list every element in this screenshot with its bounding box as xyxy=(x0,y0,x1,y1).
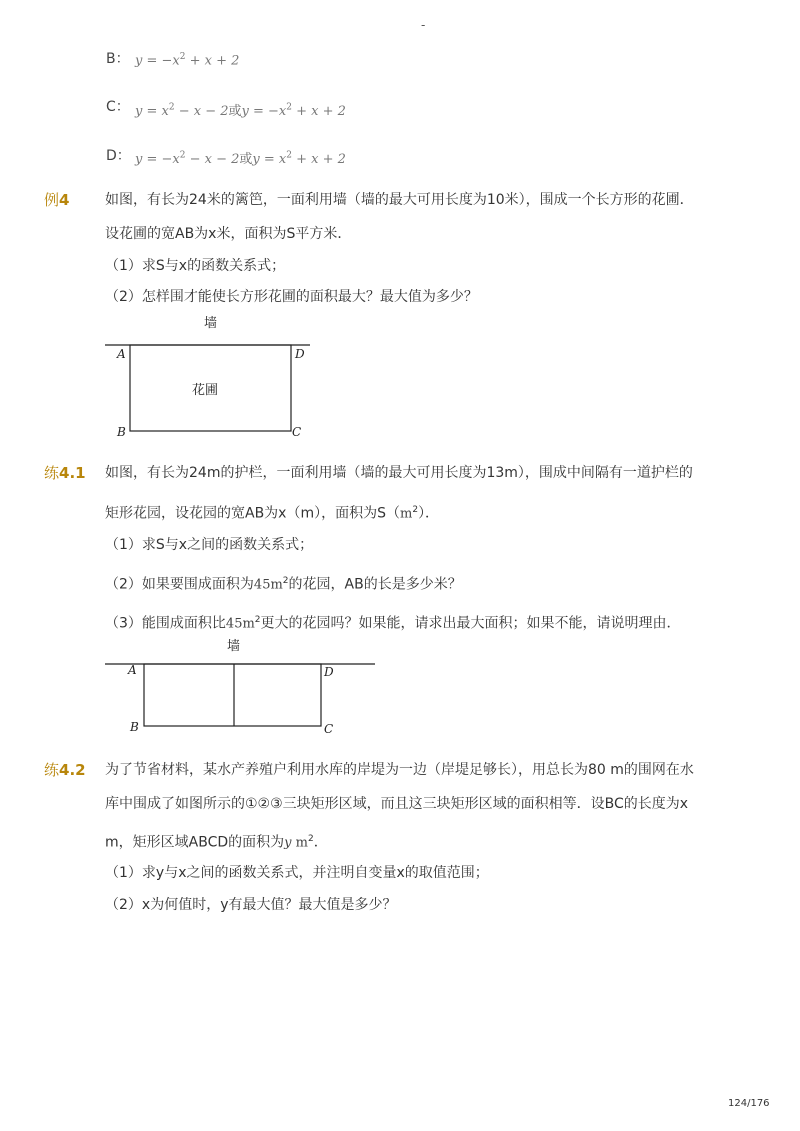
example-4-label: 例4 xyxy=(44,191,70,209)
exercise-4-2-line-3: m，矩形区域ABCD的面积为y $m^2$． xyxy=(105,834,328,851)
figure-2-diagram xyxy=(100,656,380,736)
exercise-4-1-question-1: （1）求S与x之间的函数关系式； xyxy=(105,537,314,553)
figure-2-label-c: C xyxy=(324,722,334,736)
option-d-formula: $y = -x^2 - x - 2$或$y = x^2 + x + 2$ xyxy=(135,150,346,167)
figure-1-label-d: D xyxy=(295,347,305,361)
example-4-line-1: 如图，有长为24米的篱笆，一面利用墙（墙的最大可用长度为10米），围成一个长方形的花圃． xyxy=(105,192,694,208)
option-b-formula: $y = -x^2 + x + 2$ xyxy=(135,52,240,69)
figure-1-wall-label: 墙 xyxy=(204,316,218,331)
figure-2-label-b: B xyxy=(130,720,139,734)
option-c-label: C： xyxy=(106,99,130,115)
exercise-4-2-label: 练4.2 xyxy=(44,761,86,779)
header-mark: - xyxy=(421,18,426,32)
exercise-4-1-line-1: 如图，有长为24m的护栏，一面利用墙（墙的最大可用长度为13m），围成中间隔有一道护栏的 xyxy=(105,465,693,481)
figure-1-garden-label: 花圃 xyxy=(192,383,219,398)
figure-2-fence-rect xyxy=(144,664,321,726)
option-c-formula: $y = x^2 - x - 2$或$y = -x^2 + x + 2$ xyxy=(135,102,346,119)
exercise-4-1-label: 练4.1 xyxy=(44,464,86,482)
figure-1-label-a: A xyxy=(117,347,126,361)
figure-1-label-c: C xyxy=(292,425,302,439)
exercise-4-2-question-1: （1）求y与x之间的函数关系式，并注明自变量x的取值范围； xyxy=(105,865,489,881)
option-d-label: D： xyxy=(106,148,131,164)
exercise-4-2-line-2: 库中围成了如图所示的①②③三块矩形区域，而且这三块矩形区域的面积相等．设BC的长度为x xyxy=(105,796,689,812)
exercise-4-1-line-2: 矩形花园，设花园的宽AB为x（m），面积为$S(m^2)$． xyxy=(105,505,440,522)
figure-2-wall-label: 墙 xyxy=(227,639,241,654)
option-b-label: B： xyxy=(106,51,130,67)
example-4-question-1: （1）求S与x的函数关系式； xyxy=(105,258,286,274)
exercise-4-1-question-3: （3）能围成面积比$45m^2$更大的花园吗？如果能，请求出最大面积；如果不能，请说明理由． xyxy=(105,615,681,632)
page-number: 124/176 xyxy=(728,1098,770,1109)
example-4-line-2: 设花圃的宽AB为x米，面积为S平方米． xyxy=(105,226,352,242)
figure-1-label-b: B xyxy=(117,425,126,439)
exercise-4-2-question-2: （2）x为何值时，y有最大值？最大值是多少？ xyxy=(105,897,397,913)
exercise-4-1-question-2: （2）如果要围成面积为$45m^2$的花园，AB的长是多少米？ xyxy=(105,576,462,593)
figure-2-label-d: D xyxy=(324,665,334,679)
figure-2-label-a: A xyxy=(128,663,137,677)
exercise-4-2-line-1: 为了节省材料，某水产养殖户利用水库的岸堤为一边（岸堤足够长），用总长为80 m的围网在水 xyxy=(105,762,694,778)
example-4-question-2: （2）怎样围才能使长方形花圃的面积最大？最大值为多少？ xyxy=(105,289,478,305)
